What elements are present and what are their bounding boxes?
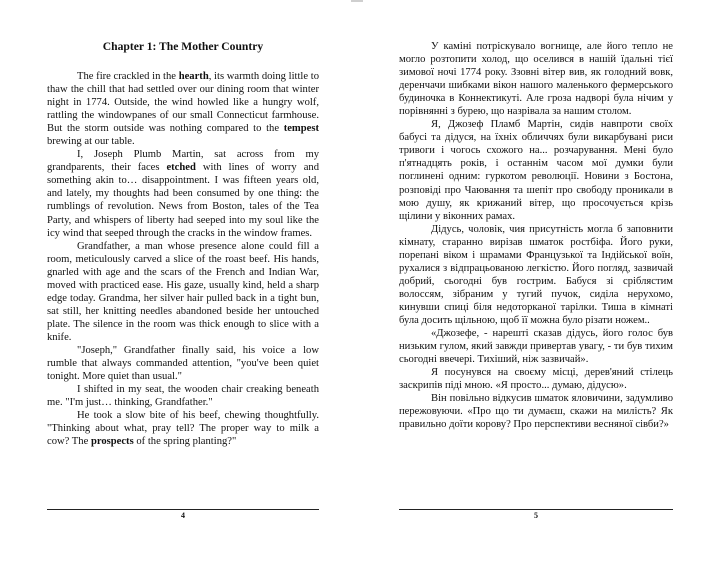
left-paragraphs (47, 70, 319, 448)
right-footer-rule (399, 509, 673, 510)
left-page-number: 4 (181, 511, 185, 520)
bold-term: etched (166, 162, 196, 174)
left-paragraph (47, 148, 319, 239)
left-paragraph (47, 344, 319, 383)
text-run: The fire crackled in the (77, 71, 179, 82)
right-page-number: 5 (534, 511, 538, 520)
text-run: I, Joseph Plumb Martin, sat across from my grandparents, their faces (47, 149, 319, 174)
left-paragraph (47, 240, 319, 344)
bold-term: prospects (90, 436, 134, 448)
right-page (357, 0, 714, 562)
chapter-title: Chapter 1: The Mother Country (102, 40, 264, 53)
bold-term: tempest (283, 123, 319, 135)
right-paragraphs (399, 40, 673, 431)
text-run: I shifted in my seat, the wooden chair creaking beneath me. "I'm just… thinking, Grandfather." (47, 384, 319, 409)
left-paragraph (47, 383, 319, 409)
left-paragraph (47, 409, 319, 448)
text-run: of the spring planting?" (133, 436, 237, 448)
right-paragraph: Дідусь, чоловік, чия присутність могла б заповнити кімнату, старанно вирізав шматок ростбіфа. Його руки, порепані віком і шрамами Французької та Індійської воїн, рухалися з відпрацьованою легкістю. Його погляд, зазвичай добрий, сьогодні був гострим. Бабуся зі сріблястим волоссям, зібраним у тугий пучок, сиділа нерухомо, кинувши спиці біля недоторканої тарілки. Тиша в кімнаті була досить щільною, щоб її можна було різати ножем.. (399, 223, 673, 326)
left-text-column (47, 40, 319, 448)
right-text-column (399, 40, 673, 431)
left-paragraph (47, 70, 319, 148)
left-footer-rule (47, 509, 319, 510)
text-run: , its warmth doing little to thaw the chill that had settled over our dining room that winter night in 1774. Outside, the wind howled like a hungry wolf, rattling the windowpanes of our small Connecticut farmhouse. But the storm outside was nothing compared to the (47, 71, 319, 135)
right-paragraph: Я посунувся на своєму місці, дерев'яний стілець заскрипів піді мною. «Я просто... думаю, дідусю». (399, 367, 673, 392)
right-paragraph: Він повільно відкусив шматок яловичини, задумливо пережовуючи. «Про що ти думаєш, скажи на милість? Як правильно доїти корову? Про перспективи весняної сівби?» (399, 393, 673, 431)
text-run: "Joseph," Grandfather finally said, his voice a low rumble that always commanded attention, "you've been quiet tonight. More quiet than usual." (47, 344, 319, 383)
text-run: with lines of worry and something akin to… disappointment. I was fifteen years old, and lately, my thoughts had been consumed by one thing: the rumblings of revolution. News from Boston, tales of the Tea Party, and whispers of liberty had seeped into my soul like the icy wind that seeped through the cracks in the window frames. (47, 162, 319, 239)
text-run: Grandfather, a man whose presence alone could fill a room, meticulously carved a slice of the roast beef. His hands, gnarled with age and the scars of the French and Indian War, moved with practiced ease. His gaze, usually kind, held a sharp edge today. Grandma, her silver hair pulled back in a tight bun, sat still, her knitting needles abandoned beside her untouched plate. The silence in the room was thick enough to slice with a knife. (47, 240, 319, 343)
bold-term: hearth (178, 71, 209, 82)
right-paragraph: «Джозефе, - нарешті сказав дідусь, його голос був низьким гулом, який завжди привертав увагу, - ти був тихим сьогодні ввечері. Тихіший, ніж зазвичай». (399, 328, 673, 366)
text-run: brewing at our table. (47, 136, 135, 148)
right-paragraph: У каміні потріскувало вогнище, але його тепло не могло розтопити холод, що оселився в нашій їдальні тієї зимової ночі 1774 року. Ззовні вітер вив, як голодний вовк, деренчачи шибками вікон нашого маленького фермерського будиночка в Коннектикуті. Але гроза надворі була нічим у порівнянні з бурею, що назрівала за нашим столом. (399, 41, 673, 118)
text-run: He took a slow bite of his beef, chewing thoughtfully. "Thinking about what, pray tell? The proper way to milk a cow? The (47, 410, 319, 448)
right-paragraph: Я, Джозеф Пламб Мартін, сидів навпроти своїх бабусі та дідуся, на їхніх обличчях були викарбувані риси тривоги і чогось схожого на... розчарування. Мені було п'ятнадцять років, і останнім часом мої думки були поглинені одним: гуркотом революції. Новини з Бостона, розповіді про Чаювання та шепіт про свободу проникали в мою душу, як крижаний вітер, що просочується крізь щілини у віконних рамах. (399, 119, 673, 222)
